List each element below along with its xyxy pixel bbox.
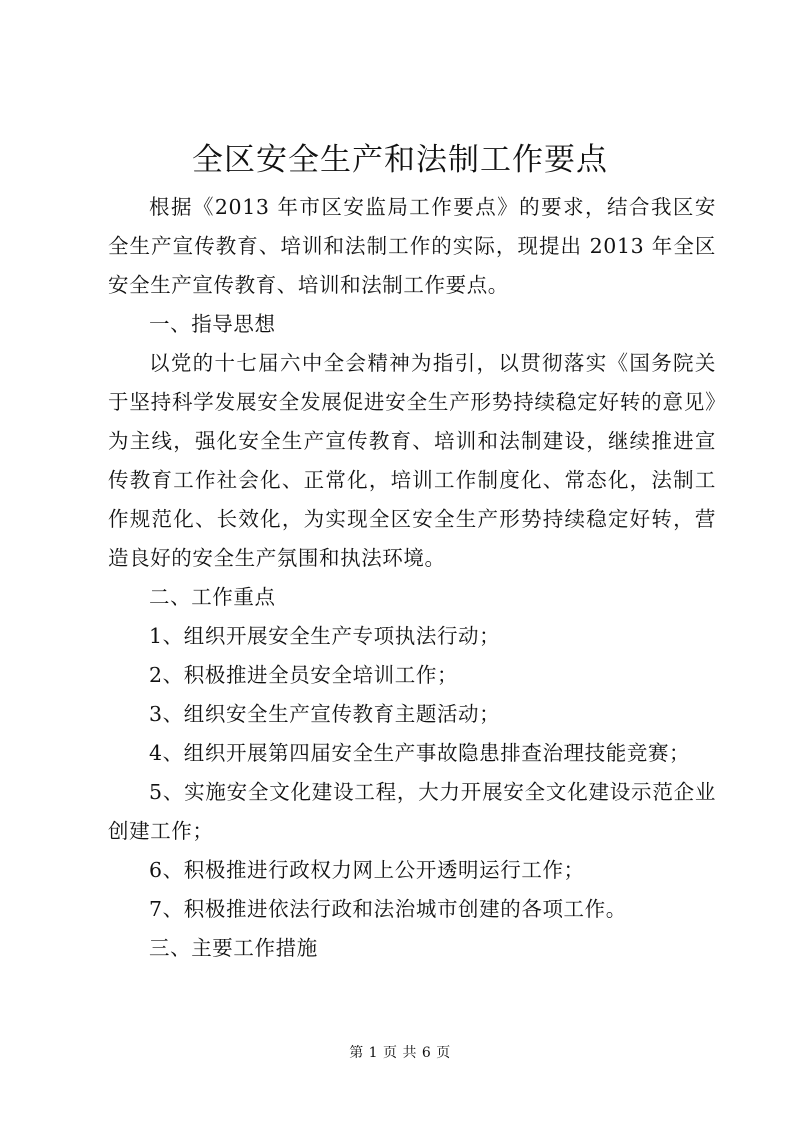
document-body: [108, 188, 716, 968]
work-focus-item-2: 2、积极推进全员安全培训工作；: [149, 663, 459, 687]
section-heading-work-focus: 二、工作重点: [149, 585, 276, 609]
work-focus-item-7: 7、积极推进依法行政和法治城市创建的各项工作。: [149, 897, 627, 921]
work-focus-item-4: 4、组织开展第四届安全生产事故隐患排查治理技能竞赛；: [149, 741, 691, 765]
page-footer: 第 1 页 共 6 页: [349, 1045, 451, 1061]
document-title: 全区安全生产和法制工作要点: [192, 142, 608, 178]
work-focus-item-3: 3、组织安全生产宣传教育主题活动；: [149, 702, 501, 726]
work-focus-item-6: 6、积极推进行政权力网上公开透明运行工作；: [149, 858, 585, 882]
intro-paragraph: 根据《2013 年市区安监局工作要点》的要求，结合我区安全生产宣传教育、培训和法制工作的实际，现提出 2013 年全区安全生产宣传教育、培训和法制工作要点。: [108, 195, 716, 297]
work-focus-item-1: 1、组织开展安全生产专项执法行动；: [149, 624, 501, 648]
section-heading-main-measures: 三、主要工作措施: [149, 936, 318, 960]
work-focus-item-5: 5、实施安全文化建设工程，大力开展安全文化建设示范企业创建工作；: [108, 780, 716, 843]
guiding-thought-paragraph: 以党的十七届六中全会精神为指引，以贯彻落实《国务院关于坚持科学发展安全发展促进安全生产形势持续稳定好转的意见》为主线，强化安全生产宣传教育、培训和法制建设，继续推进宣传教育工作社会化、正常化，培训工作制度化、常态化，法制工作规范化、长效化，为实现全区安全生产形势持续稳定好转，营造良好的安全生产氛围和执法环境。: [108, 351, 716, 570]
section-heading-guiding-thought: 一、指导思想: [149, 312, 276, 336]
